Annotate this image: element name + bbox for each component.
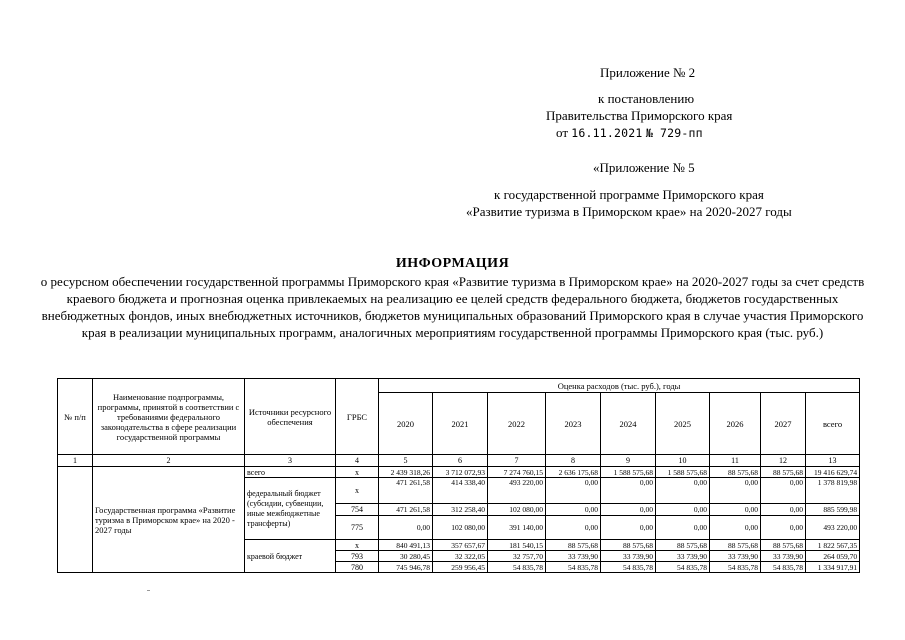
index-cell: 6	[433, 455, 488, 467]
value-cell: 391 140,00	[488, 516, 546, 540]
index-cell: 9	[601, 455, 656, 467]
value-cell: 357 657,67	[433, 540, 488, 551]
index-cell: 3	[245, 455, 336, 467]
value-cell: 0,00	[546, 516, 601, 540]
value-cell: 32 757,70	[488, 551, 546, 562]
value-cell: 19 416 629,74	[806, 467, 860, 478]
index-cell: 10	[656, 455, 710, 467]
index-cell: 8	[546, 455, 601, 467]
value-cell: 102 080,00	[488, 504, 546, 516]
index-cell: 11	[710, 455, 761, 467]
grbs-cell: x	[336, 540, 379, 551]
value-cell: 0,00	[710, 504, 761, 516]
value-cell: 33 739,90	[710, 551, 761, 562]
value-cell: 493 220,00	[488, 478, 546, 504]
annex-line7: «Развитие туризма в Приморском крае» на 2020-2027 годы	[466, 204, 792, 219]
value-cell: 88 575,68	[761, 540, 806, 551]
value-cell: 0,00	[656, 516, 710, 540]
annex-line5: «Приложение № 5	[593, 160, 695, 175]
header-total: всего	[806, 393, 860, 455]
header-name: Наименование подпрограммы, программы, принятой в соответствии с требованиями федерального законодательства в сфере реализации государственной программы	[93, 379, 245, 455]
value-cell: 840 491,13	[379, 540, 433, 551]
value-cell: 181 540,15	[488, 540, 546, 551]
value-cell: 0,00	[546, 504, 601, 516]
value-cell: 2 636 175,68	[546, 467, 601, 478]
value-cell: 0,00	[601, 478, 656, 504]
document-title: ИНФОРМАЦИЯ	[395, 256, 510, 271]
value-cell: 414 338,40	[433, 478, 488, 504]
header-estimate: Оценка расходов (тыс. руб.), годы	[379, 379, 860, 393]
value-cell: 1 334 917,91	[806, 562, 860, 573]
value-cell: 885 599,98	[806, 504, 860, 516]
header-year: 2023	[546, 393, 601, 455]
index-cell: 13	[806, 455, 860, 467]
header-grbs: ГРБС	[336, 379, 379, 455]
value-cell: 102 080,00	[433, 516, 488, 540]
value-cell: 30 280,45	[379, 551, 433, 562]
value-cell: 1 822 567,35	[806, 540, 860, 551]
row-number-cell	[58, 467, 93, 573]
value-cell: 745 946,78	[379, 562, 433, 573]
value-cell: 33 739,90	[656, 551, 710, 562]
grbs-cell: 780	[336, 562, 379, 573]
value-cell: 33 739,90	[546, 551, 601, 562]
table-row	[58, 467, 860, 478]
header-year: 2021	[433, 393, 488, 455]
value-cell: 259 956,45	[433, 562, 488, 573]
value-cell: 0,00	[761, 504, 806, 516]
annex-line6: к государственной программе Приморского края	[494, 187, 764, 202]
header-source: Источники ресурсного обеспечения	[245, 379, 336, 455]
value-cell: 54 835,78	[656, 562, 710, 573]
grbs-cell: 793	[336, 551, 379, 562]
value-cell: 88 575,68	[601, 540, 656, 551]
value-cell: 32 322,05	[433, 551, 488, 562]
value-cell: 0,00	[761, 478, 806, 504]
grbs-cell: 775	[336, 516, 379, 540]
value-cell: 312 258,40	[433, 504, 488, 516]
value-cell: 54 835,78	[546, 562, 601, 573]
scan-mark	[147, 590, 150, 591]
annex-order	[556, 124, 703, 142]
value-cell: 1 588 575,68	[601, 467, 656, 478]
header-year: 2027	[761, 393, 806, 455]
source-total: всего	[245, 467, 336, 478]
header-year: 2025	[656, 393, 710, 455]
order-date: 16.11.2021	[571, 126, 643, 140]
value-cell: 3 712 072,93	[433, 467, 488, 478]
value-cell: 0,00	[379, 516, 433, 540]
grbs-cell: x	[336, 478, 379, 504]
value-cell: 54 835,78	[488, 562, 546, 573]
index-cell: 5	[379, 455, 433, 467]
resource-table	[57, 378, 860, 573]
value-cell: 1 588 575,68	[656, 467, 710, 478]
index-cell: 4	[336, 455, 379, 467]
value-cell: 2 439 318,26	[379, 467, 433, 478]
header-year: 2020	[379, 393, 433, 455]
value-cell: 33 739,90	[761, 551, 806, 562]
annex-line1: Приложение № 2	[600, 65, 696, 80]
value-cell: 7 274 760,15	[488, 467, 546, 478]
value-cell: 54 835,78	[601, 562, 656, 573]
annex-line2: к постановлению	[598, 91, 695, 106]
value-cell: 88 575,68	[761, 467, 806, 478]
index-cell: 1	[58, 455, 93, 467]
source-federal: федеральный бюджет (субсидии, субвенции, иные межбюджетные трансферты)	[245, 478, 336, 540]
index-cell: 7	[488, 455, 546, 467]
index-cell: 12	[761, 455, 806, 467]
value-cell: 0,00	[710, 478, 761, 504]
source-regional: краевой бюджет	[245, 540, 336, 573]
value-cell: 0,00	[710, 516, 761, 540]
value-cell: 264 059,70	[806, 551, 860, 562]
value-cell: 0,00	[601, 504, 656, 516]
header-year: 2024	[601, 393, 656, 455]
value-cell: 33 739,90	[601, 551, 656, 562]
value-cell: 0,00	[601, 516, 656, 540]
annex-line3: Правительства Приморского края	[546, 108, 733, 123]
value-cell: 88 575,68	[710, 540, 761, 551]
value-cell: 0,00	[546, 478, 601, 504]
value-cell: 54 835,78	[761, 562, 806, 573]
document-subtitle: о ресурсном обеспечении государственной программы Приморского края «Развитие туризма в Приморском крае» на 2020-2027 годы за счет средств краевого бюджета и прогнозная оценка привлекаемых на реализацию ее целей средств федерального бюджета, бюджетов государственных внебюджетных фондов, иных внебюджетных источников, бюджетов муниципальных образований Приморского края в случае участия Приморского края в реализации муниципальных программ, аналогичных мероприятиям государственной программы Приморского края (тыс. руб.)	[40, 274, 865, 340]
header-year: 2022	[488, 393, 546, 455]
grbs-cell: x	[336, 467, 379, 478]
value-cell: 88 575,68	[546, 540, 601, 551]
value-cell: 1 378 819,98	[806, 478, 860, 504]
value-cell: 88 575,68	[656, 540, 710, 551]
index-cell: 2	[93, 455, 245, 467]
value-cell: 88 575,68	[710, 467, 761, 478]
value-cell: 471 261,58	[379, 478, 433, 504]
header-year: 2026	[710, 393, 761, 455]
grbs-cell: 754	[336, 504, 379, 516]
index-row	[58, 455, 860, 467]
header-num: № п/п	[58, 379, 93, 455]
order-number: № 729-пп	[645, 126, 703, 140]
value-cell: 0,00	[656, 478, 710, 504]
value-cell: 471 261,58	[379, 504, 433, 516]
value-cell: 54 835,78	[710, 562, 761, 573]
value-cell: 0,00	[656, 504, 710, 516]
value-cell: 0,00	[761, 516, 806, 540]
order-prefix: от	[556, 125, 569, 140]
value-cell: 493 220,00	[806, 516, 860, 540]
program-name: Государственная программа «Развитие туризма в Приморском крае» на 2020 - 2027 годы	[93, 467, 245, 573]
